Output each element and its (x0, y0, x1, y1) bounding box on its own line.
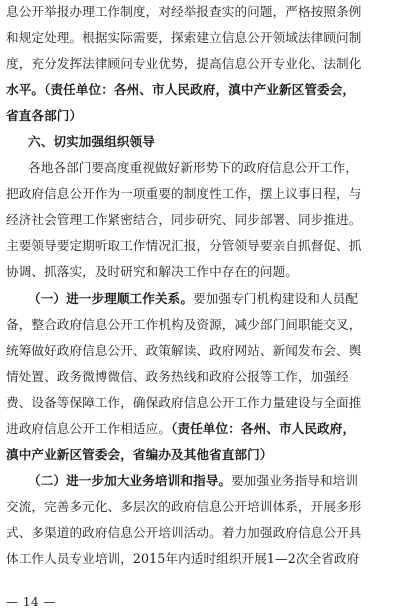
body-text-span: 要加强专门机构建设和人员配 (193, 291, 359, 306)
body-text-line: 主要领导要定期听取工作情况汇报，分管领导要亲自抓督促、抓 (6, 238, 362, 253)
responsibility-note: 省直各部门） (6, 108, 83, 123)
body-text-line: 协调、抓落实，及时研究和解决工作中存在的问题。 (6, 264, 298, 279)
subsection-title: （二）进一步加大业务培训和指导。 (28, 473, 232, 488)
document-page (6, 0, 406, 616)
body-text-span: 进政府信息公开工作相适应。 (6, 421, 172, 436)
section-heading: 六、切实加强组织领导 (28, 134, 155, 149)
body-text-line: 和规定处理。根据实际需要，探索建立信息公开领域法律顾问制 (6, 30, 362, 45)
body-text-span: 要加强业务指导和培训 (231, 473, 359, 488)
body-text-line: 度，充分发挥法律顾问专业优势，提高信息公开专业化、法制化 (6, 56, 362, 71)
body-text-line: 经济社会管理工作紧密结合，同步研究、同步部署、同步推进。 (6, 212, 362, 227)
body-text-line: 各地各部门要高度重视做好新形势下的政府信息公开工作， (28, 160, 359, 175)
body-text-line: 备，整合政府信息公开工作机构及资源，减少部门间职能交叉， (6, 317, 362, 332)
body-text-line (6, 419, 404, 439)
body-text-line: 息公开举报办理工作制度，对经举报查实的问题，严格按照条例 (6, 4, 362, 19)
body-text-line: 水平。（责任单位：各州、市人民政府，滇中产业新区管委会， (6, 82, 356, 97)
subsection-one (28, 289, 404, 309)
body-text-line: 体工作人员专业培训，2015年内适时组织开展1—2次全省政府 (6, 551, 360, 566)
body-text-line: 情处置、政务微博微信、政务热线和政府公报等工作，加强经 (6, 369, 349, 384)
body-text-line: 交流，完善多元化、多层次的政府信息公开培训体系，开展多形 (6, 499, 362, 514)
body-text-line: 式、多渠道的政府信息公开培训活动。着力加强政府信息公开具 (6, 525, 362, 540)
page-number: — 14 — (6, 595, 56, 609)
subsection-two (28, 471, 404, 491)
subsection-title: （一）进一步理顺工作关系。 (28, 291, 194, 306)
body-text-line: 统筹做好政府信息公开、政策解读、政府网站、新闻发布会、舆 (6, 343, 362, 358)
body-text-line: 把政府信息公开作为一项重要的制度性工作，摆上议事日程，与 (6, 186, 362, 201)
body-text-line: 费、设备等保障工作，确保政府信息公开工作力量建设与全面推 (6, 395, 362, 410)
responsibility-note: （责任单位：各州、市人民政府， (171, 421, 356, 436)
responsibility-note: 滇中产业新区管委会，省编办及其他省直部门） (6, 447, 273, 462)
